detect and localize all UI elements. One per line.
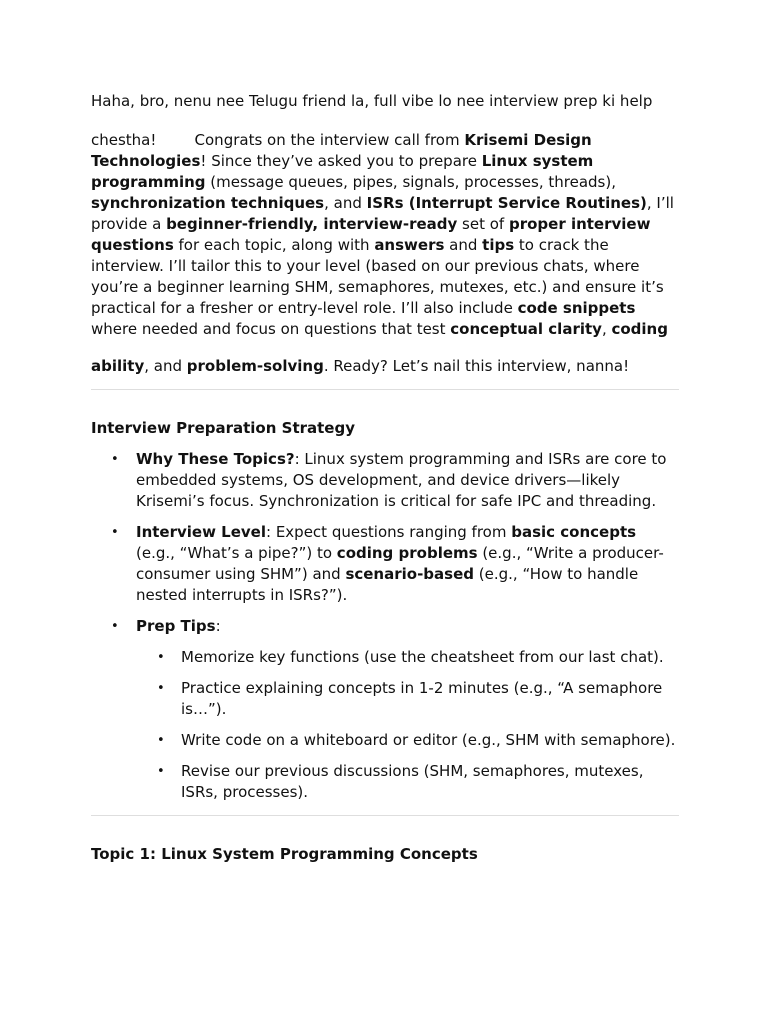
prep-tip-item: • Memorize key functions (use the cheatsheet from our last chat).	[136, 647, 679, 668]
prep-tip-item: • Write code on a whiteboard or editor (e.g., SHM with semaphore).	[136, 730, 679, 751]
prep-tips-sublist	[136, 647, 679, 803]
intro-line-1: Haha, bro, nenu nee Telugu friend la, full vibe lo nee interview prep ki help	[91, 92, 653, 110]
strategy-list	[91, 449, 679, 803]
strategy-heading: Interview Preparation Strategy	[91, 419, 355, 437]
list-item-prep-tips: • Prep Tips: • Memorize key functions (use the cheatsheet from our last chat). • Practice explaining concepts in 1-2 minutes (e.g., “A semaphore is…”). • Write code on a whiteboard or editor (e.g., SHM with semaphore). • Revise our previous discussions (SHM, semaphores, mutexes, ISRs, processes).	[91, 616, 679, 803]
prep-tip-item: • Practice explaining concepts in 1-2 minutes (e.g., “A semaphore is…”).	[136, 678, 679, 720]
document-content	[91, 91, 679, 865]
intro-paragraph: chestha! Congrats on the interview call from Krisemi Design Technologies! Since they’ve asked you to prepare Linux system programming (message queues, pipes, signals, processes, threads), synchronization techniques, and ISRs (Interrupt Service Routines), I’ll provide a beginner-friendly, interview-ready set of proper interview questions for each topic, along with answers and tips to crack the interview. I’ll tailor this to your level (based on our previous chats, where you’re a beginner learning SHM, semaphores, mutexes, etc.) and ensure it’s practical for a fresher or entry-level role. I’ll also include code snippets where needed and focus on questions that test conceptual clarity, coding	[91, 131, 674, 338]
list-item-why-topics: • Why These Topics?: Linux system programming and ISRs are core to embedded systems, OS development, and device drivers—likely Krisemi’s focus. Synchronization is critical for safe IPC and threading.	[91, 449, 679, 512]
intro-closing: ability, and problem-solving. Ready? Let’s nail this interview, nanna!	[91, 357, 630, 375]
topic-1-heading: Topic 1: Linux System Programming Concepts	[91, 845, 478, 863]
prep-tip-item: • Revise our previous discussions (SHM, semaphores, mutexes, ISRs, processes).	[136, 761, 679, 803]
divider	[91, 389, 679, 390]
divider	[91, 815, 679, 816]
list-item-interview-level: • Interview Level: Expect questions ranging from basic concepts (e.g., “What’s a pipe?”) to coding problems (e.g., “Write a producer-consumer using SHM”) and scenario-based (e.g., “How to handle nested interrupts in ISRs?”).	[91, 522, 679, 606]
